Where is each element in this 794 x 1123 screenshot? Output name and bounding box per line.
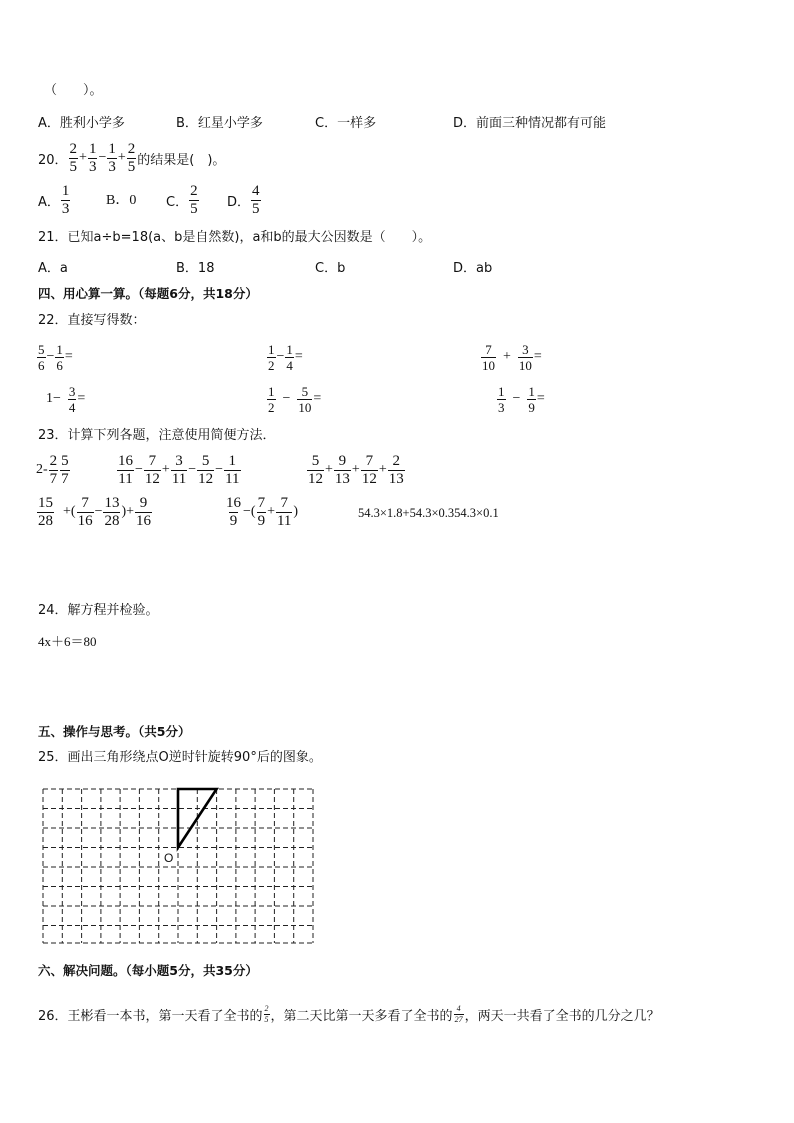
- fraction: 5 6: [38, 341, 45, 373]
- q21-option-d[interactable]: D．ab: [453, 261, 493, 276]
- q23-expression-5: [224, 494, 298, 530]
- operator: −: [215, 462, 224, 477]
- fraction: $\frac{1}{4}$: [286, 341, 293, 373]
- q20-option-c[interactable]: [166, 182, 200, 218]
- fraction: $\frac{7}{12}$: [144, 452, 160, 487]
- q23-expression-2: [116, 452, 242, 488]
- operator: −(: [243, 504, 256, 519]
- operator: +: [378, 462, 387, 477]
- q22-item-2: [266, 342, 303, 372]
- q23-expression-3: [306, 452, 406, 488]
- fraction: 15 28: [38, 494, 53, 529]
- q20-option-b[interactable]: B．0: [106, 193, 137, 208]
- lead-term: 2-: [36, 462, 48, 477]
- fraction: 7 9: [257, 494, 266, 529]
- q20-suffix: 的结果是( )。: [137, 152, 226, 168]
- equals-sign: =: [313, 391, 322, 406]
- operator: −: [46, 349, 55, 364]
- q23-expression-4: [36, 494, 153, 530]
- operator: −: [276, 349, 285, 364]
- q23-expression-6: 54.3×1.8+54.3×0.354.3×0.1: [358, 506, 499, 520]
- q22-item-4: [46, 384, 85, 414]
- equals-sign: =: [64, 349, 73, 364]
- fraction: $\frac{1}{11}$: [225, 452, 240, 487]
- q20-option-a-label: A．: [38, 194, 60, 210]
- section-6-title: 六、解决问题。（每小题5分，共35分）: [38, 963, 258, 978]
- q20-option-c-label: C．: [166, 194, 189, 210]
- operator: +(: [63, 504, 76, 519]
- q19-option-c[interactable]: C．一样多: [315, 116, 377, 131]
- q23-stem: 23．计算下列各题，注意使用简便方法．: [38, 428, 276, 443]
- fraction: 16 9: [226, 494, 241, 529]
- q21-option-b[interactable]: B．18: [176, 261, 215, 276]
- q20-fraction-4: $\frac{2}{5}$: [127, 140, 136, 175]
- rotation-grid-figure: [40, 785, 318, 947]
- fraction: $\frac{7}{11}$: [276, 494, 292, 529]
- q20-option-a-fraction: 1 3: [61, 182, 70, 217]
- q26-fraction-2: 4 27: [454, 1003, 463, 1024]
- q20-op-1: +: [79, 150, 87, 165]
- fraction: $\frac{3}{11}$: [171, 452, 187, 487]
- fraction: 16 11: [118, 452, 133, 487]
- q20-option-d-label: D．: [227, 194, 251, 210]
- q22-item-6: [496, 384, 545, 414]
- fraction: $\frac{9}{16}$: [136, 494, 152, 529]
- q19-option-d[interactable]: D．前面三种情况都有可能: [453, 116, 607, 131]
- fraction: $\frac{2}{13}$: [388, 452, 404, 487]
- q20-option-c-fraction: 2 5: [190, 182, 198, 217]
- q20-op-2: −: [98, 150, 107, 165]
- operator: −: [512, 391, 521, 406]
- q20-fraction-1: 2 5: [69, 140, 78, 175]
- q20-fraction-2: $\frac{1}{3}$: [88, 140, 97, 175]
- q21-option-c[interactable]: C．b: [315, 261, 346, 276]
- fraction: 1 2: [268, 383, 275, 415]
- equals-sign: =: [536, 391, 545, 406]
- q20-number: 20．: [38, 152, 68, 168]
- fraction: $\frac{5}{12}$: [198, 452, 214, 487]
- operator: +: [351, 462, 360, 477]
- fraction: 7 10: [482, 341, 495, 373]
- q20-option-d[interactable]: [227, 182, 262, 218]
- q20-fraction-3: $\frac{1}{3}$: [108, 140, 116, 175]
- q26-text-part-1: 26．王彬看一本书，第一天看了全书的: [38, 1008, 263, 1024]
- q26-text-part-3: ，两天一共看了全书的几分之几？: [464, 1008, 660, 1024]
- fraction: 5 7: [61, 452, 69, 487]
- operator: −: [188, 462, 197, 477]
- q20-option-a[interactable]: [38, 182, 71, 218]
- operator: −: [94, 504, 103, 519]
- section-5-title: 五、操作与思考。（共5分）: [38, 724, 191, 739]
- fraction: $\frac{7}{12}$: [361, 452, 377, 487]
- fraction: $\frac{5}{10}$: [298, 383, 312, 415]
- operator: +: [325, 462, 333, 477]
- fraction: 1 2: [268, 341, 275, 373]
- q26-fraction-1: 2 5: [264, 1003, 269, 1024]
- q19-stem-tail: （ ）。: [44, 83, 103, 98]
- operator: +: [267, 504, 275, 519]
- q25-stem: 25．画出三角形绕点O逆时针旋转90°后的图象。: [38, 750, 322, 765]
- q21-option-a[interactable]: A．a: [38, 261, 68, 276]
- q22-item-5: [266, 384, 321, 414]
- lead-term: 1−: [46, 391, 61, 406]
- operator: )+: [121, 504, 135, 519]
- fraction: 2 7: [49, 452, 58, 487]
- q20-stem: [38, 140, 225, 176]
- fraction: $\frac{13}{28}$: [104, 494, 120, 529]
- q19-option-b[interactable]: B．红星小学多: [176, 116, 263, 131]
- q22-item-3: [480, 342, 542, 372]
- fraction: 5 12: [308, 452, 323, 487]
- operator: −: [282, 391, 291, 406]
- equals-sign: =: [77, 391, 86, 406]
- fraction: $\frac{9}{13}$: [334, 452, 350, 487]
- q21-stem: 21．已知a÷b=18(a、b是自然数)，a和b的最大公因数是（ ）。: [38, 230, 432, 245]
- q22-item-1: [36, 342, 73, 372]
- point-o-label: O: [164, 851, 174, 865]
- q22-stem: 22．直接写得数：: [38, 313, 146, 328]
- equals-sign: =: [294, 349, 303, 364]
- fraction: $\frac{3}{10}$: [518, 341, 532, 373]
- fraction: 1 3: [498, 383, 505, 415]
- section-4-title: 四、用心算一算。（每题6分，共18分）: [38, 286, 258, 301]
- equals-sign: =: [533, 349, 542, 364]
- operator: −: [135, 462, 143, 477]
- q19-option-a[interactable]: A．胜利小学多: [38, 116, 125, 131]
- fraction: 7 16: [77, 494, 93, 529]
- q24-stem: 24．解方程并检验。: [38, 603, 159, 618]
- q23-expression-1: [36, 452, 71, 488]
- operator: ): [293, 504, 299, 519]
- q24-equation: 4x＋6＝80: [38, 634, 97, 649]
- fraction: $\frac{3}{4}$: [68, 383, 76, 415]
- q20-op-3: +: [117, 150, 126, 165]
- q26-stem: [38, 1000, 660, 1028]
- q26-text-part-2: ，第二天比第一天多看了全书的: [270, 1008, 453, 1024]
- operator: +: [503, 349, 511, 364]
- fraction: $\frac{1}{9}$: [528, 383, 535, 415]
- operator: +: [161, 462, 170, 477]
- q20-option-d-fraction: 4 5: [252, 182, 260, 217]
- fraction: $\frac{1}{6}$: [56, 341, 63, 373]
